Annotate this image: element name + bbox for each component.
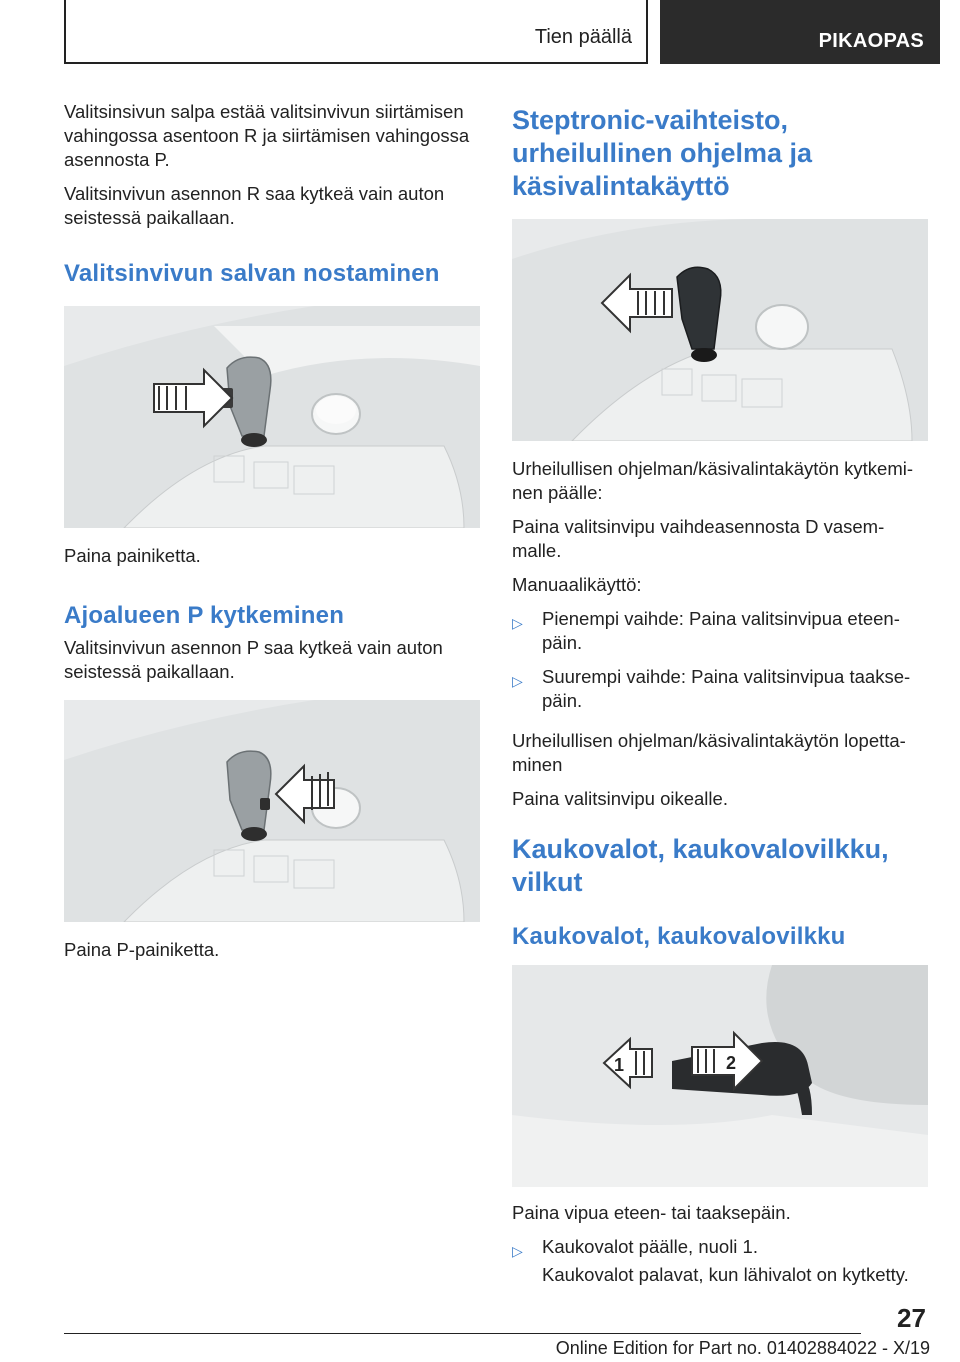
- paragraph-vasemmalle: Paina valitsinvipu vaihdeasennosta D vasem-malle.: [512, 516, 885, 561]
- paragraph-r: Valitsinvivun asennon R saa kytkeä vain auton seistessä paikallaan.: [64, 183, 445, 228]
- paragraph-palavat: Kaukovalot palavat, kun lähivalot on kytketty.: [542, 1264, 909, 1285]
- paragraph-kytkeminen: Urheilullisen ohjelman/käsivalintakäytön kytkemi-nen päälle:: [512, 458, 914, 503]
- arrow-label-1: 1: [614, 1055, 625, 1075]
- page-number: 27: [897, 1303, 926, 1333]
- heading-kaukovalot: Kaukovalot, kaukovalovilkku: [512, 923, 846, 950]
- paragraph-p: Valitsinvivun asennon P saa kytkeä vain auton seistessä paikallaan.: [64, 637, 443, 682]
- paragraph-lopettaminen: Urheilullisen ohjelman/käsivalintakäytön lopetta-minen: [512, 730, 906, 775]
- header-section-title: Tien päällä: [534, 26, 632, 48]
- list-item-text: Kaukovalot päälle, nuoli 1.: [542, 1236, 758, 1257]
- header-tab: [660, 0, 940, 64]
- footer-edition: Online Edition for Part no. 01402884022 - X/19: [555, 1338, 930, 1358]
- footer-rule: [64, 1333, 861, 1334]
- figure-gear-selector-unlock: [64, 306, 480, 528]
- list-item-text: Pienempi vaihde: Paina valitsinvipua eteen-päin.: [542, 608, 900, 653]
- list-item: [512, 607, 930, 655]
- figure-gear-selector-left: [512, 219, 928, 441]
- header-section-box: [64, 0, 648, 64]
- bullet-list-gears: [512, 607, 930, 713]
- triangle-right-icon: ▷: [512, 1243, 523, 1259]
- right-column: [512, 100, 930, 1297]
- caption-paina-p-painiketta: Paina P-painiketta.: [64, 939, 220, 960]
- caption-paina-vipua: Paina vipua eteen- tai taaksepäin.: [512, 1202, 791, 1223]
- list-item: [512, 665, 930, 713]
- list-item-text: Suurempi vaihde: Paina valitsinvipua taakse-päin.: [542, 666, 911, 711]
- paragraph-salpa: Valitsinsivun salpa estää valitsinvivun siirtämisen vahingossa asentoon R ja siirtämisen vahingossa asennosta P.: [64, 101, 470, 170]
- paragraph-manuaalikaytto: Manuaalikäyttö:: [512, 574, 642, 595]
- heading-salvan-nostaminen: Valitsinvivun salvan nostaminen: [64, 260, 440, 287]
- left-column: [64, 100, 482, 972]
- header-tab-label: PIKAOPAS: [818, 30, 924, 52]
- triangle-right-icon: ▷: [512, 673, 523, 689]
- figure-gear-selector-p: [64, 700, 480, 922]
- caption-paina-painiketta: Paina painiketta.: [64, 545, 201, 566]
- paragraph-oikealle: Paina valitsinvipu oikealle.: [512, 788, 728, 809]
- triangle-right-icon: ▷: [512, 615, 523, 631]
- heading-kaukovalot-vilkut: Kaukovalot, kaukovalovilkku, vilkut: [512, 834, 889, 897]
- list-item: [512, 1235, 930, 1259]
- heading-ajoalueen-p: Ajoalueen P kytkeminen: [64, 602, 345, 629]
- bullet-list-lights: [512, 1235, 930, 1259]
- figure-turn-signal-stalk: [512, 965, 928, 1187]
- arrow-label-2: 2: [726, 1053, 737, 1073]
- heading-steptronic: Steptronic-vaihteisto, urheilullinen ohjelma ja käsivalintakäyttö: [512, 105, 813, 201]
